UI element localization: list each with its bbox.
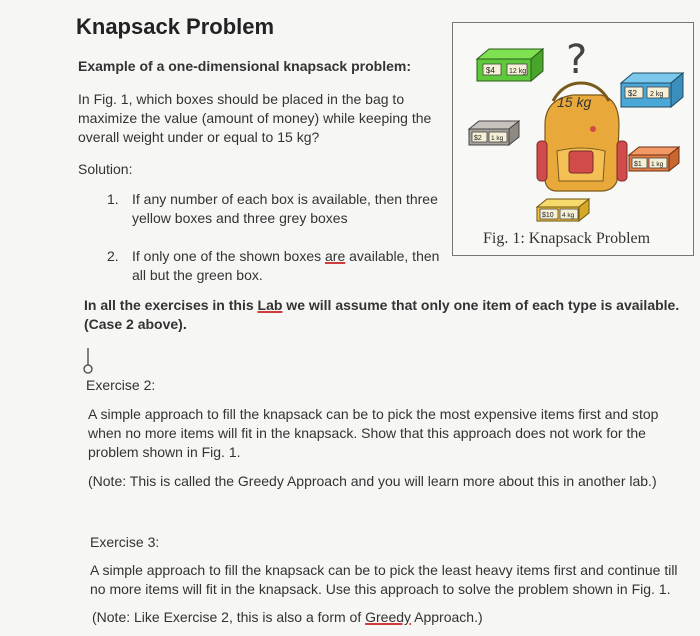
exercise3-body	[90, 561, 678, 599]
solution-item-2	[132, 247, 439, 285]
solution-line	[132, 247, 439, 266]
box-weight: 1 kg	[651, 161, 664, 168]
box-weight: 4 kg	[562, 212, 575, 219]
box-price: $1	[634, 161, 642, 168]
spellcheck-word: Lab	[257, 297, 283, 313]
exercise2-body	[88, 405, 658, 462]
box-weight: 12 kg	[509, 68, 527, 75]
exercise-line: problem shown in Fig. 1.	[88, 444, 241, 460]
text-span: (Note: Like Exercise 2, this is also a form of	[92, 609, 366, 625]
figure-caption: Fig. 1: Knapsack Problem	[483, 230, 651, 247]
intro-line: In Fig. 1, which boxes should be placed in the bag to	[78, 91, 405, 107]
knapsack-figure	[452, 22, 694, 256]
note-line	[84, 296, 679, 315]
box-price: $4	[486, 66, 495, 75]
exercise-line: no more items will fit in the knapsack. Use this approach to solve the problem shown in Fig. 1.	[90, 581, 671, 597]
spellcheck-word: Greedy	[365, 609, 412, 625]
box-price: $10	[542, 212, 554, 219]
knapsack-capacity: 15 kg	[557, 94, 592, 110]
box-weight: 2 kg	[650, 91, 664, 98]
text-span: In all the exercises in this	[84, 297, 258, 313]
knapsack-bag-icon	[537, 83, 627, 191]
text-anchor-icon	[82, 346, 96, 374]
text-span: available, then	[345, 248, 440, 264]
solution-item-1	[132, 190, 438, 228]
solution-line: yellow boxes and three grey boxes	[132, 210, 348, 226]
exercise-line: A simple approach to fill the knapsack can be to pick the least heavy items first and continue till	[90, 562, 678, 578]
yellow-box-icon	[537, 199, 589, 221]
text-span: If only one of the shown boxes	[132, 248, 326, 264]
exercise2-note: (Note: This is called the Greedy Approach and you will learn more about this in another lab.)	[88, 473, 657, 489]
exercise3-note	[92, 608, 483, 627]
subtitle: Example of a one-dimensional knapsack problem:	[78, 58, 411, 74]
note-line: (Case 2 above).	[84, 316, 187, 332]
orange-box-icon	[629, 147, 679, 171]
exercise2-heading: Exercise 2:	[86, 377, 156, 393]
knapsack-illustration	[453, 23, 693, 255]
spellcheck-word: are	[325, 248, 346, 264]
intro-line: overall weight under or equal to 15 kg?	[78, 129, 320, 145]
grey-box-icon	[469, 121, 519, 145]
box-price: $2	[474, 135, 482, 142]
exercise-line: when no more items will fit in the knapsack. Show that this approach does not work for the	[88, 425, 646, 441]
exercise3-heading: Exercise 3:	[90, 534, 160, 550]
intro-paragraph	[78, 90, 431, 147]
intro-line: maximize the value (amount of money) while keeping the	[78, 110, 432, 126]
assumption-note	[84, 296, 679, 334]
exercise-line: A simple approach to fill the knapsack can be to pick the most expensive items first and stop	[88, 406, 659, 422]
blue-box-icon	[621, 73, 683, 107]
solution-label: Solution:	[78, 161, 133, 177]
solution-number: 2.	[107, 248, 119, 264]
solution-number: 1.	[107, 191, 119, 207]
text-span: Approach.)	[411, 609, 483, 625]
box-weight: 1 kg	[491, 135, 504, 142]
solution-line: all but the green box.	[132, 267, 263, 283]
box-price: $2	[628, 89, 637, 98]
question-mark: ?	[566, 37, 588, 83]
page-title: Knapsack Problem	[76, 14, 275, 39]
solution-line: If any number of each box is available, then three	[132, 191, 438, 207]
text-span: we will assume that only one item of each type is available.	[282, 297, 680, 313]
green-box-icon	[477, 49, 543, 81]
